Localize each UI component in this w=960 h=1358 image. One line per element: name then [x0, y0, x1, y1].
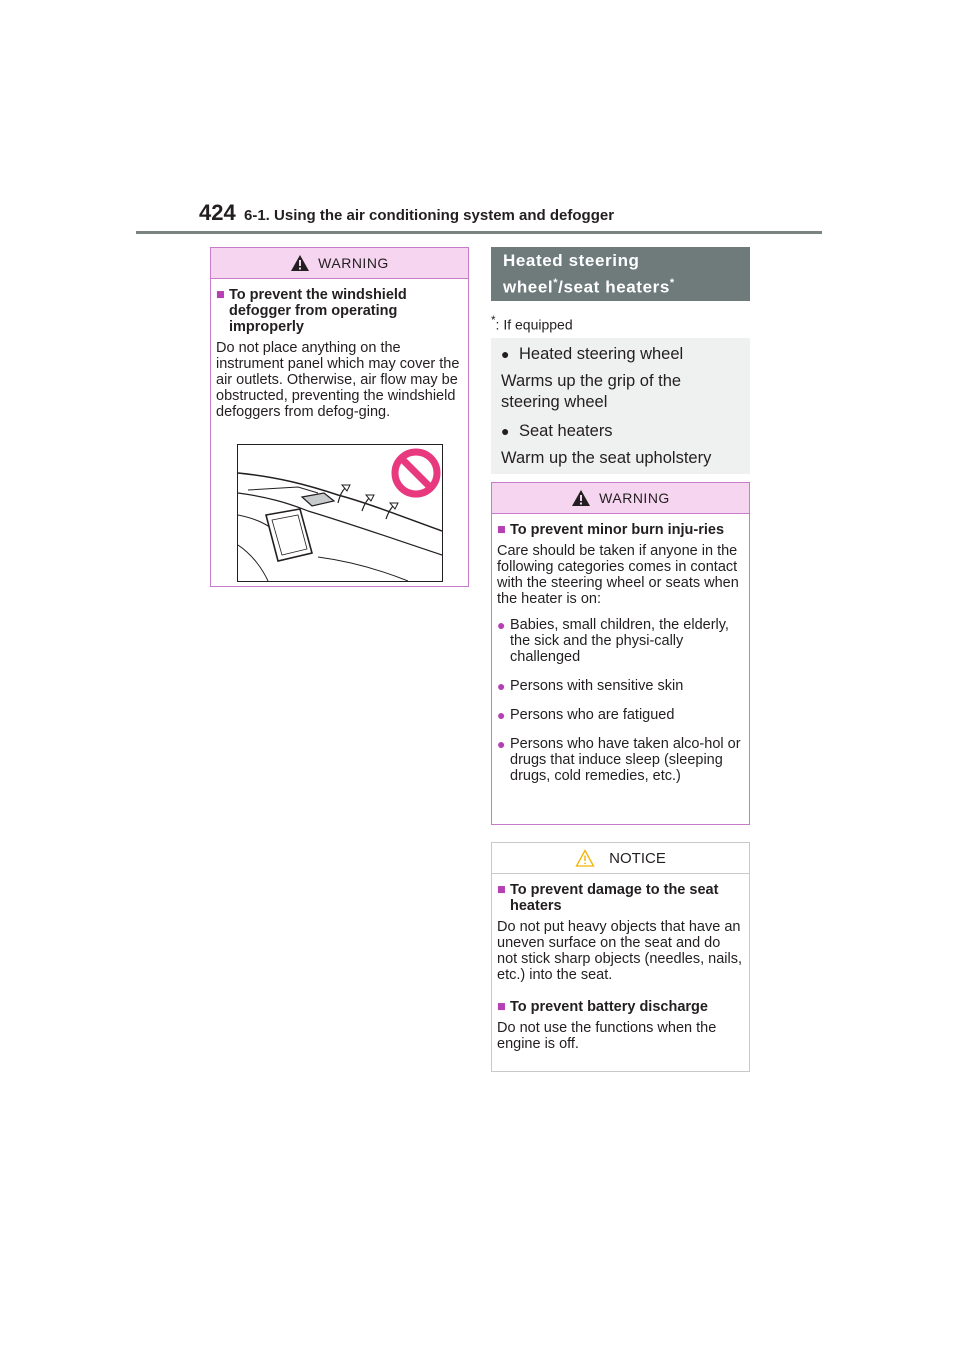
notice-header — [492, 843, 749, 874]
section-header-part2: /seat heaters — [558, 277, 670, 297]
footnote-text: : If equipped — [495, 316, 573, 333]
feature-item — [501, 342, 740, 366]
notice-heading-text: To prevent battery discharge — [510, 999, 708, 1015]
asterisk-mark: * — [669, 277, 675, 289]
warning-body — [211, 279, 468, 440]
notice-heading — [497, 999, 744, 1015]
notice-box — [491, 842, 750, 1072]
list-item — [497, 736, 744, 784]
bullet-icon: ● — [497, 736, 506, 752]
warning-label: WARNING — [599, 490, 670, 506]
notice-label: NOTICE — [609, 849, 666, 867]
warning-heading-text: To prevent minor burn inju-ries — [510, 522, 725, 538]
warning-body — [492, 514, 749, 807]
header-divider — [136, 231, 822, 234]
dashboard-illustration — [237, 444, 443, 582]
notice-paragraph: Do not use the functions when the engine is off. — [497, 1020, 717, 1052]
feature-name: Heated steering wheel — [519, 344, 684, 363]
warning-heading — [216, 287, 463, 335]
caution-triangle-icon — [575, 849, 595, 867]
square-bullet-icon: ■ — [216, 287, 225, 303]
notice-body — [492, 874, 749, 1072]
feature-description: Warm up the seat upholstery — [501, 449, 712, 467]
bullet-icon: ● — [497, 617, 506, 633]
page-number: 424 — [199, 200, 236, 225]
list-item — [497, 707, 744, 723]
square-bullet-icon: ■ — [497, 522, 506, 538]
section-header-heated — [491, 247, 750, 301]
warning-paragraph: Do not place anything on the instrument panel which may cover the air outlets. Otherwise, air flow may be obstructed, preventing the windshield defoggers from defog-ging. — [216, 340, 460, 420]
feature-name: Seat heaters — [519, 421, 613, 440]
square-bullet-icon: ■ — [497, 882, 506, 898]
warning-triangle-icon — [571, 489, 591, 507]
list-item — [497, 617, 744, 665]
notice-heading-text: To prevent damage to the seat heaters — [510, 882, 719, 914]
asterisk-mark: * — [553, 277, 559, 289]
bullet-icon: ● — [497, 678, 506, 694]
feature-list-box — [491, 338, 750, 474]
warning-triangle-icon — [290, 254, 310, 272]
list-item-text: Persons who are fatigued — [510, 707, 675, 723]
warning-box-defogger — [210, 247, 469, 587]
feature-item — [501, 419, 740, 443]
list-item-text: Babies, small children, the elderly, the sick and the physi-cally challenged — [510, 617, 729, 665]
bullet-icon: ● — [501, 423, 510, 439]
footnote-if-equipped — [491, 314, 573, 333]
warning-box-burn — [491, 482, 750, 825]
warning-heading — [497, 522, 744, 538]
warning-label: WARNING — [318, 255, 389, 271]
section-title: 6-1. Using the air conditioning system and defogger — [244, 207, 615, 224]
list-item-text: Persons who have taken alco-hol or drugs that induce sleep (sleeping drugs, cold remedies, etc.) — [510, 736, 741, 784]
bullet-icon: ● — [497, 707, 506, 723]
square-bullet-icon: ■ — [497, 999, 506, 1015]
warning-header — [492, 483, 749, 514]
warning-heading-text: To prevent the windshield defogger from operating improperly — [229, 287, 407, 335]
warning-intro: Care should be taken if anyone in the following categories comes in contact with the steering wheel or seats when the heater is on: — [497, 543, 739, 607]
warning-header — [211, 248, 468, 279]
list-item-text: Persons with sensitive skin — [510, 678, 684, 694]
notice-heading — [497, 882, 744, 914]
bullet-icon: ● — [501, 346, 510, 362]
list-item — [497, 678, 744, 694]
footnote-asterisk: * — [491, 314, 496, 327]
feature-description: Warms up the grip of the steering wheel — [501, 372, 682, 411]
section-header-part1: Heated steering wheel — [503, 251, 640, 297]
prohibited-icon — [395, 452, 437, 494]
notice-paragraph: Do not put heavy objects that have an uneven surface on the seat and do not stick sharp objects (needles, nails, etc.) into the seat. — [497, 919, 743, 983]
dashboard-drawing — [238, 445, 442, 581]
